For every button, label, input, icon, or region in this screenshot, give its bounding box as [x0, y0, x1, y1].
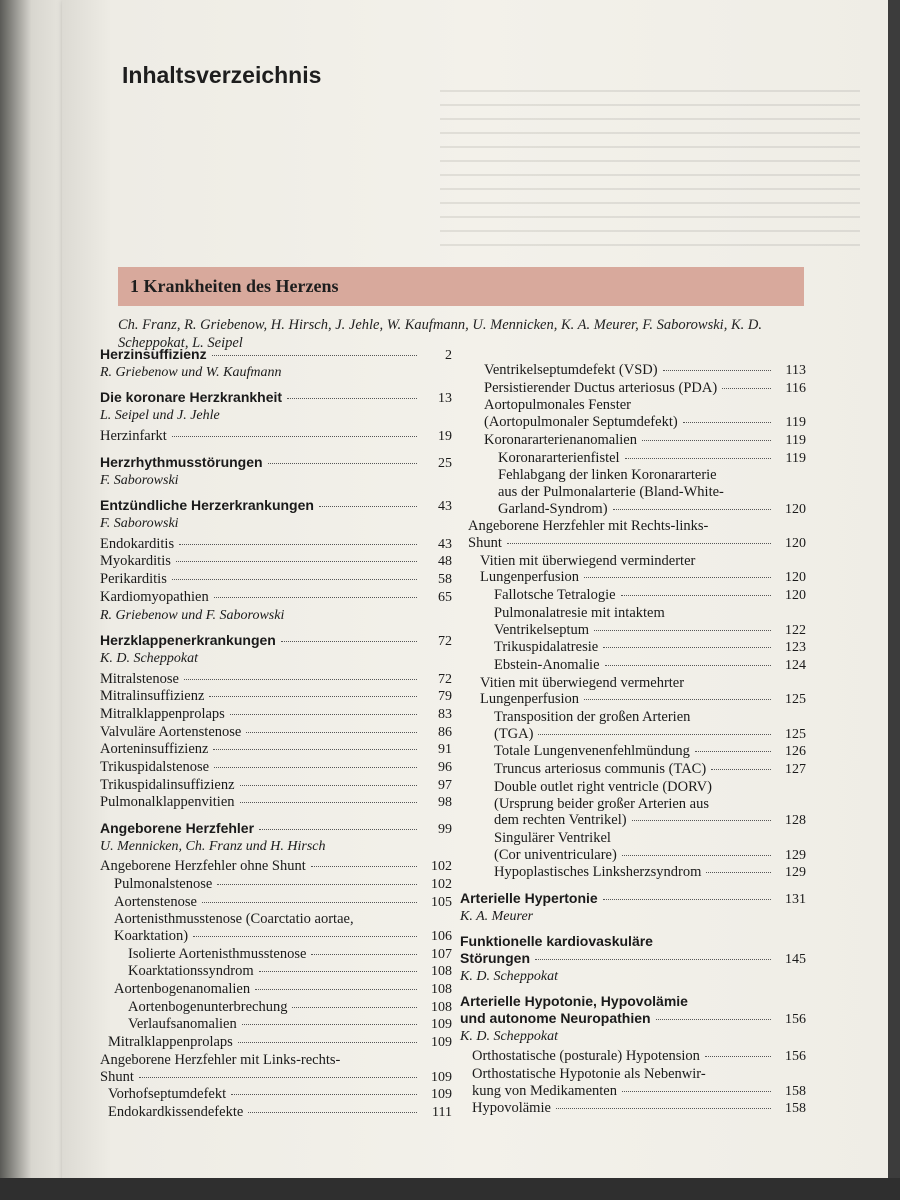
toc-entry: Isolierte Aortenisthmusstenose 107: [128, 945, 452, 962]
toc-entry: Valvuläre Aortenstenose 86: [100, 723, 452, 740]
toc-entry: Hypoplastisches Linksherzsyndrom 129: [494, 864, 806, 881]
toc-entry: Vorhofseptumdefekt 109: [108, 1086, 452, 1103]
toc-left-column: [100, 346, 452, 1122]
toc-entry-line: Vitien mit überwiegend verminderter: [480, 552, 696, 569]
toc-section-line: Arterielle Hypotonie, Hypovolämie: [460, 993, 688, 1010]
toc-entry: Pulmonalstenose 102: [114, 875, 452, 892]
toc-entry: Totale Lungenvenenfehlmündung 126: [494, 743, 806, 760]
section-authors: K. D. Scheppokat: [460, 1029, 558, 1045]
toc-entry: Trikuspidalstenose 96: [100, 759, 452, 776]
toc-entry: Perikarditis 58: [100, 571, 452, 588]
toc-section: Herzrhythmusstörungen 25: [100, 453, 452, 471]
section-authors: R. Griebenow und F. Saborowski: [100, 607, 285, 623]
toc-entry-line: Angeborene Herzfehler mit Links-rechts-: [100, 1051, 341, 1068]
toc-entry: Hypovolämie 158: [472, 1100, 806, 1117]
toc-entry: (Aortopulmonaler Septumdefekt) 119: [484, 414, 806, 431]
toc-entry: Herzinfarkt 19: [100, 428, 452, 444]
toc-entry: Mitralstenose 72: [100, 670, 452, 687]
toc-entry: Kardiomyopathien 65: [100, 588, 452, 605]
book-spine: [0, 0, 70, 1200]
section-authors: U. Mennicken, Ch. Franz und H. Hirsch: [100, 839, 326, 855]
toc-entry-line: Fehlabgang der linken Koronararterie: [498, 467, 717, 484]
toc-entry: Aortenstenose 105: [114, 893, 452, 910]
toc-entry-line: Aortenisthmusstenose (Coarctatio aortae,: [114, 911, 354, 928]
toc-section-line: Funktionelle kardiovaskuläre: [460, 933, 653, 950]
chapter-header: [118, 267, 804, 306]
toc-section: Angeborene Herzfehler 99: [100, 820, 452, 838]
toc-entry: kung von Medikamenten 158: [472, 1082, 806, 1099]
toc-entry: Garland-Syndrom) 120: [498, 500, 806, 517]
toc-entry-line: Aortopulmonales Fenster: [484, 397, 631, 414]
toc-section: Störungen 145: [460, 950, 806, 968]
toc-entry: Trikuspidalatresie 123: [494, 639, 806, 656]
toc-section: Arterielle Hypertonie 131: [460, 890, 806, 908]
toc-entry: Truncus arteriosus communis (TAC) 127: [494, 761, 806, 778]
toc-entry-line: (Ursprung beider großer Arterien aus: [494, 795, 710, 812]
toc-section: Die koronare Herzkrankheit 13: [100, 389, 452, 406]
toc-entry: Aortenbogenunterbrechung 108: [128, 998, 452, 1015]
toc-entry: Aortenbogenanomalien 108: [114, 981, 452, 998]
section-authors: F. Saborowski: [100, 515, 179, 531]
toc-entry: Koarktation) 106: [114, 927, 452, 944]
toc-entry: Ebstein-Anomalie 124: [494, 656, 806, 673]
section-authors: K. D. Scheppokat: [460, 969, 558, 985]
toc-entry: Pulmonalklappenvitien 98: [100, 794, 452, 811]
table-surface: [0, 1178, 900, 1200]
toc-entry: Endokardkissendefekte 111: [108, 1103, 452, 1120]
chapter-authors: Ch. Franz, R. Griebenow, H. Hirsch, J. Jehle, W. Kaufmann, U. Mennicken, K. A. Meurer, F. Saborowski, K. D. Scheppokat, L. Seipel: [118, 317, 762, 351]
toc-entry: (Cor univentriculare) 129: [494, 846, 806, 863]
toc-entry-line: Vitien mit überwiegend vermehrter: [480, 674, 685, 691]
toc-entry: Persistierender Ductus arteriosus (PDA) 116: [484, 379, 806, 396]
toc-entry: (TGA) 125: [494, 725, 806, 742]
page-edge: [888, 0, 900, 1200]
toc-entry: Mitralklappenprolaps 83: [100, 705, 452, 722]
toc-entry: Trikuspidalinsuffizienz 97: [100, 776, 452, 793]
toc-entry: Koronararterienanomalien 119: [484, 431, 806, 448]
section-authors: L. Seipel und J. Jehle: [100, 408, 220, 423]
toc-section: Herzinsuffizienz 2: [100, 346, 452, 363]
toc-entry: Endokarditis 43: [100, 535, 452, 552]
section-authors: K. A. Meurer: [460, 909, 534, 925]
toc-entry-line: Transposition der großen Arterien: [494, 709, 691, 726]
toc-section: und autonome Neuropathien 156: [460, 1010, 806, 1028]
toc-right-column: [460, 362, 806, 1118]
chapter-title: 1 Krankheiten des Herzens: [130, 276, 339, 296]
section-authors: R. Griebenow und W. Kaufmann: [100, 365, 282, 380]
toc-entry-line: Pulmonalatresie mit intaktem: [494, 604, 665, 621]
toc-section: Entzündliche Herzerkrankungen 43: [100, 496, 452, 514]
toc-entry: Mitralinsuffizienz 79: [100, 688, 452, 705]
toc-entry-line: Singulärer Ventrikel: [494, 829, 611, 846]
toc-entry: Orthostatische (posturale) Hypotension 156: [472, 1048, 806, 1065]
toc-entry-line: Angeborene Herzfehler mit Rechts-links-: [468, 518, 709, 535]
toc-section: Herzklappenerkrankungen 72: [100, 631, 452, 649]
toc-entry: Koarktationssyndrom 108: [128, 963, 452, 980]
section-authors: F. Saborowski: [100, 472, 179, 488]
toc-entry: Shunt 120: [468, 535, 806, 552]
toc-entry: Myokarditis 48: [100, 553, 452, 570]
toc-entry-line: Double outlet right ventricle (DORV): [494, 778, 712, 795]
toc-entry: Ventrikelseptum 122: [494, 621, 806, 638]
toc-entry: Koronararterienfistel 119: [498, 449, 806, 466]
toc-entry: Mitralklappenprolaps 109: [108, 1034, 452, 1051]
toc-entry: Fallotsche Tetralogie 120: [494, 587, 806, 604]
toc-entry: Lungenperfusion 125: [480, 691, 806, 708]
toc-entry: Aorteninsuffizienz 91: [100, 741, 452, 758]
toc-entry: Angeborene Herzfehler ohne Shunt 102: [100, 858, 452, 875]
show-through-text: [440, 90, 860, 250]
section-authors: K. D. Scheppokat: [100, 650, 198, 666]
page-title: Inhaltsverzeichnis: [122, 62, 322, 88]
toc-entry-line: aus der Pulmonalarterie (Bland-White-: [498, 483, 724, 500]
toc-entry: dem rechten Ventrikel) 128: [494, 812, 806, 829]
toc-entry: Shunt 109: [100, 1068, 452, 1085]
toc-entry-line: Orthostatische Hypotonie als Nebenwir-: [472, 1065, 706, 1082]
toc-entry: Lungenperfusion 120: [480, 569, 806, 586]
toc-entry: Verlaufsanomalien 109: [128, 1016, 452, 1033]
toc-entry: Ventrikelseptumdefekt (VSD) 113: [484, 362, 806, 378]
